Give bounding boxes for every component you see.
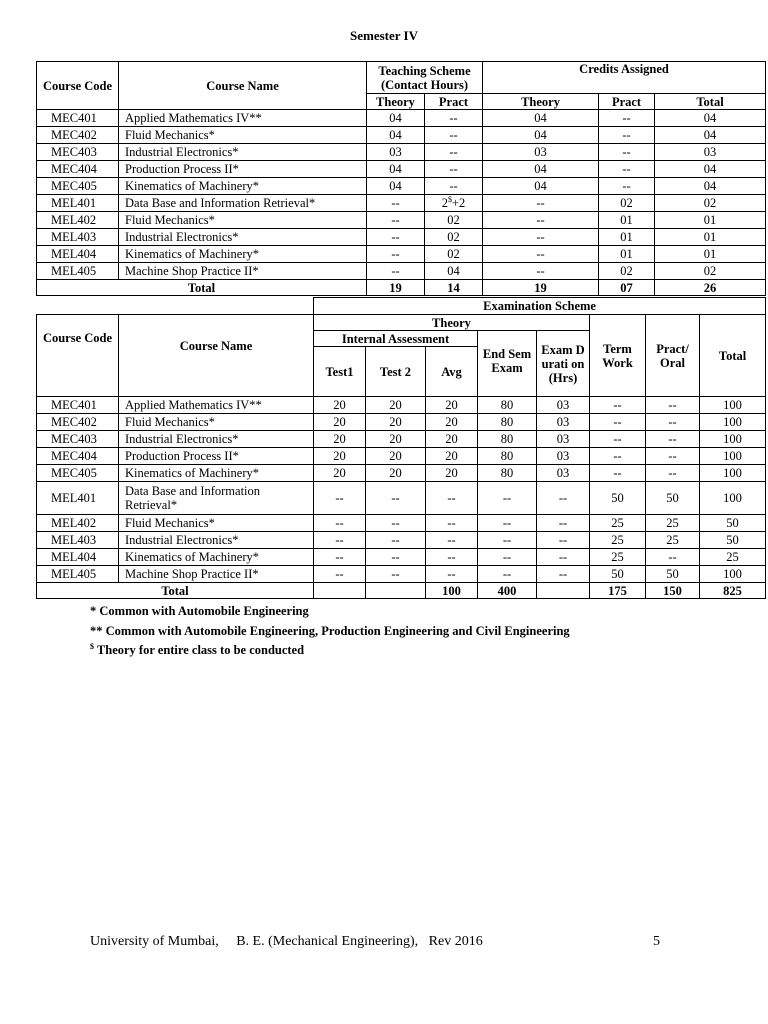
table-row xyxy=(37,110,766,127)
ts-theory: -- xyxy=(367,229,425,246)
avg: 20 xyxy=(426,397,478,414)
avg: -- xyxy=(426,549,478,566)
ts-theory: 04 xyxy=(367,178,425,195)
table-row xyxy=(37,465,766,482)
end-sem: -- xyxy=(478,482,537,515)
page-footer xyxy=(90,934,660,950)
course-name: Fluid Mechanics* xyxy=(119,414,314,431)
course-name: Industrial Electronics* xyxy=(119,431,314,448)
table-row xyxy=(37,532,766,549)
end-sem: -- xyxy=(478,515,537,532)
duration: -- xyxy=(537,566,590,583)
course-code: MEL405 xyxy=(37,263,119,280)
header-examination-scheme: Examination Scheme xyxy=(314,298,766,315)
cr-total: 02 xyxy=(655,195,766,212)
duration: 03 xyxy=(537,414,590,431)
cr-pract: 01 xyxy=(599,229,655,246)
term-work: -- xyxy=(590,397,646,414)
course-code: MEL402 xyxy=(37,515,119,532)
header-total: Total xyxy=(700,315,766,397)
cr-pract: -- xyxy=(599,127,655,144)
header-course-name: Course Name xyxy=(119,315,314,397)
cr-theory: -- xyxy=(483,263,599,280)
course-code: MEC405 xyxy=(37,178,119,195)
term-work: 50 xyxy=(590,566,646,583)
footnote-automobile-production-civil: ** Common with Automobile Engineering, Production Engineering and Civil Engineering xyxy=(90,623,570,638)
avg: 20 xyxy=(426,431,478,448)
pract-oral: -- xyxy=(646,549,700,566)
cr-total: 01 xyxy=(655,229,766,246)
duration: 03 xyxy=(537,397,590,414)
cr-pract: 02 xyxy=(599,263,655,280)
header-cr-theory: Theory xyxy=(483,94,599,110)
cr-total: 02 xyxy=(655,263,766,280)
course-name: Production Process II* xyxy=(119,448,314,465)
test1: 20 xyxy=(314,431,366,448)
pract-oral: 50 xyxy=(646,482,700,515)
footnote-theory-class xyxy=(90,641,570,661)
total: 50 xyxy=(700,532,766,549)
cr-total: 04 xyxy=(655,161,766,178)
header-course-code: Course Code xyxy=(37,315,119,397)
table-row xyxy=(37,212,766,229)
end-sem: -- xyxy=(478,532,537,549)
cr-theory: -- xyxy=(483,212,599,229)
test2: 20 xyxy=(366,448,426,465)
total-ts-theory: 19 xyxy=(367,280,425,296)
course-code: MEL401 xyxy=(37,195,119,212)
pract-oral: -- xyxy=(646,397,700,414)
end-sem: 80 xyxy=(478,465,537,482)
test2: -- xyxy=(366,532,426,549)
cr-pract: -- xyxy=(599,144,655,161)
total-ts-pract: 14 xyxy=(425,280,483,296)
pract-oral: 25 xyxy=(646,532,700,549)
page-number: 5 xyxy=(653,934,660,949)
course-name: Kinematics of Machinery* xyxy=(119,246,367,263)
cr-total: 04 xyxy=(655,178,766,195)
cr-theory: 04 xyxy=(483,110,599,127)
cr-pract: 01 xyxy=(599,212,655,229)
footnotes xyxy=(90,602,570,661)
header-internal-assessment: Internal Assessment xyxy=(314,331,478,347)
course-name: Machine Shop Practice II* xyxy=(119,263,367,280)
course-name: Kinematics of Machinery* xyxy=(119,549,314,566)
total: 25 xyxy=(700,549,766,566)
header-test1: Test1 xyxy=(314,347,366,397)
total-end-sem: 400 xyxy=(478,583,537,599)
test1: 20 xyxy=(314,397,366,414)
pract-oral: 25 xyxy=(646,515,700,532)
course-name: Kinematics of Machinery* xyxy=(119,178,367,195)
course-code: MEL405 xyxy=(37,566,119,583)
test2: -- xyxy=(366,515,426,532)
course-name: Applied Mathematics IV** xyxy=(119,397,314,414)
duration: -- xyxy=(537,532,590,549)
test1: -- xyxy=(314,482,366,515)
total-label: Total xyxy=(37,280,367,296)
cr-theory: 04 xyxy=(483,127,599,144)
pract-oral: -- xyxy=(646,465,700,482)
table-row xyxy=(37,195,766,212)
course-code: MEC404 xyxy=(37,161,119,178)
cr-total: 01 xyxy=(655,212,766,229)
ts-pract: 02 xyxy=(425,212,483,229)
pract-oral: 50 xyxy=(646,566,700,583)
course-code: MEC403 xyxy=(37,431,119,448)
examination-scheme-table xyxy=(36,297,766,599)
ts-theory: -- xyxy=(367,246,425,263)
table-row xyxy=(37,127,766,144)
total-total: 825 xyxy=(700,583,766,599)
duration: 03 xyxy=(537,431,590,448)
course-name: Industrial Electronics* xyxy=(119,532,314,549)
ts-pract: -- xyxy=(425,144,483,161)
page-title: Semester IV xyxy=(350,28,418,43)
duration: -- xyxy=(537,482,590,515)
course-name: Production Process II* xyxy=(119,161,367,178)
term-work: 25 xyxy=(590,549,646,566)
table-row xyxy=(37,566,766,583)
end-sem: 80 xyxy=(478,448,537,465)
header-test2: Test 2 xyxy=(366,347,426,397)
end-sem: -- xyxy=(478,566,537,583)
header-teaching-scheme: Teaching Scheme (Contact Hours) xyxy=(367,62,483,94)
total-cr-total: 26 xyxy=(655,280,766,296)
ts-pract: 02 xyxy=(425,229,483,246)
footnote-theory-text: Theory for entire class to be conducted xyxy=(94,643,305,657)
total-term-work: 175 xyxy=(590,583,646,599)
table-row xyxy=(37,448,766,465)
header-cr-pract: Pract xyxy=(599,94,655,110)
header-term-work: Term Work xyxy=(590,315,646,397)
header-cr-total: Total xyxy=(655,94,766,110)
header-course-name: Course Name xyxy=(119,62,367,110)
ts-pract: -- xyxy=(425,127,483,144)
ts-pract-rest: +2 xyxy=(451,196,466,210)
course-name: Kinematics of Machinery* xyxy=(119,465,314,482)
avg: -- xyxy=(426,532,478,549)
ts-pract xyxy=(425,195,483,212)
cr-theory: -- xyxy=(483,229,599,246)
header-avg: Avg xyxy=(426,347,478,397)
course-name: Industrial Electronics* xyxy=(119,144,367,161)
total: 100 xyxy=(700,482,766,515)
course-code: MEL404 xyxy=(37,549,119,566)
header-end-sem-exam: End Sem Exam xyxy=(478,331,537,397)
total: 100 xyxy=(700,414,766,431)
header-credits-assigned: Credits Assigned xyxy=(483,62,766,94)
ts-pract: -- xyxy=(425,161,483,178)
table-row xyxy=(37,246,766,263)
end-sem: 80 xyxy=(478,431,537,448)
duration: -- xyxy=(537,515,590,532)
ts-pract-base: 2 xyxy=(441,196,448,210)
cr-total: 04 xyxy=(655,110,766,127)
course-name: Applied Mathematics IV** xyxy=(119,110,367,127)
avg: -- xyxy=(426,566,478,583)
ts-theory: -- xyxy=(367,212,425,229)
table-row xyxy=(37,549,766,566)
term-work: -- xyxy=(590,414,646,431)
test1: -- xyxy=(314,515,366,532)
test2: -- xyxy=(366,482,426,515)
course-name: Fluid Mechanics* xyxy=(119,515,314,532)
test2: 20 xyxy=(366,414,426,431)
term-work: -- xyxy=(590,431,646,448)
test2: 20 xyxy=(366,465,426,482)
table-row xyxy=(37,431,766,448)
total: 100 xyxy=(700,431,766,448)
cr-theory: -- xyxy=(483,195,599,212)
test1: 20 xyxy=(314,448,366,465)
cr-pract: -- xyxy=(599,178,655,195)
test1: -- xyxy=(314,566,366,583)
footer-text: University of Mumbai, B. E. (Mechanical Engineering), Rev 2016 xyxy=(90,934,483,949)
pract-oral: -- xyxy=(646,431,700,448)
table-row xyxy=(37,144,766,161)
teaching-credits-table xyxy=(36,61,766,296)
table-row xyxy=(37,482,766,515)
course-name: Fluid Mechanics* xyxy=(119,127,367,144)
header-exam-duration: Exam Durati on (Hrs) xyxy=(537,331,590,397)
total-label: Total xyxy=(37,583,314,599)
duration: 03 xyxy=(537,448,590,465)
table-row xyxy=(37,263,766,280)
course-code: MEC403 xyxy=(37,144,119,161)
footnote-automobile: * Common with Automobile Engineering xyxy=(90,604,309,618)
course-name: Data Base and Information Retrieval* xyxy=(119,482,314,515)
table-row xyxy=(37,178,766,195)
ts-pract: 04 xyxy=(425,263,483,280)
header-theory: Theory xyxy=(314,315,590,331)
end-sem: -- xyxy=(478,549,537,566)
table-row xyxy=(37,515,766,532)
test2: -- xyxy=(366,549,426,566)
dollar-footnote-mark: $ xyxy=(90,641,94,651)
test1: -- xyxy=(314,549,366,566)
test2: 20 xyxy=(366,431,426,448)
term-work: -- xyxy=(590,465,646,482)
course-code: MEC401 xyxy=(37,110,119,127)
ts-pract: -- xyxy=(425,110,483,127)
table-total-row xyxy=(37,280,766,296)
term-work: -- xyxy=(590,448,646,465)
total: 100 xyxy=(700,465,766,482)
table-total-row xyxy=(37,583,766,599)
total-pract-oral: 150 xyxy=(646,583,700,599)
course-name: Industrial Electronics* xyxy=(119,229,367,246)
header-pract-oral: Pract/ Oral xyxy=(646,315,700,397)
cr-theory: 04 xyxy=(483,178,599,195)
cr-total: 04 xyxy=(655,127,766,144)
course-code: MEL404 xyxy=(37,246,119,263)
course-name: Machine Shop Practice II* xyxy=(119,566,314,583)
course-name: Fluid Mechanics* xyxy=(119,212,367,229)
pract-oral: -- xyxy=(646,414,700,431)
end-sem: 80 xyxy=(478,414,537,431)
course-code: MEC402 xyxy=(37,127,119,144)
pract-oral: -- xyxy=(646,448,700,465)
test2: -- xyxy=(366,566,426,583)
avg: 20 xyxy=(426,448,478,465)
header-ts-pract: Pract xyxy=(425,94,483,110)
ts-pract: -- xyxy=(425,178,483,195)
term-work: 25 xyxy=(590,515,646,532)
total-avg: 100 xyxy=(426,583,478,599)
total: 50 xyxy=(700,515,766,532)
duration: -- xyxy=(537,549,590,566)
total-cr-theory: 19 xyxy=(483,280,599,296)
cr-pract: 01 xyxy=(599,246,655,263)
avg: -- xyxy=(426,515,478,532)
total: 100 xyxy=(700,397,766,414)
cr-total: 03 xyxy=(655,144,766,161)
test1: 20 xyxy=(314,465,366,482)
cr-theory: 03 xyxy=(483,144,599,161)
table-row xyxy=(37,397,766,414)
test1: 20 xyxy=(314,414,366,431)
dollar-footnote-mark: $ xyxy=(447,194,452,204)
table-row xyxy=(37,414,766,431)
ts-theory: 03 xyxy=(367,144,425,161)
course-code: MEL403 xyxy=(37,532,119,549)
ts-theory: -- xyxy=(367,263,425,280)
course-code: MEL401 xyxy=(37,482,119,515)
ts-theory: -- xyxy=(367,195,425,212)
header-ts-theory: Theory xyxy=(367,94,425,110)
ts-theory: 04 xyxy=(367,161,425,178)
cr-theory: -- xyxy=(483,246,599,263)
course-code: MEC402 xyxy=(37,414,119,431)
ts-pract: 02 xyxy=(425,246,483,263)
ts-theory: 04 xyxy=(367,127,425,144)
test1: -- xyxy=(314,532,366,549)
cr-pract: -- xyxy=(599,110,655,127)
cr-pract: -- xyxy=(599,161,655,178)
avg: -- xyxy=(426,482,478,515)
term-work: 50 xyxy=(590,482,646,515)
table-row xyxy=(37,229,766,246)
total-cr-pract: 07 xyxy=(599,280,655,296)
cr-total: 01 xyxy=(655,246,766,263)
total: 100 xyxy=(700,448,766,465)
avg: 20 xyxy=(426,465,478,482)
course-code: MEC405 xyxy=(37,465,119,482)
cr-pract: 02 xyxy=(599,195,655,212)
term-work: 25 xyxy=(590,532,646,549)
header-course-code: Course Code xyxy=(37,62,119,110)
table-row xyxy=(37,161,766,178)
course-code: MEC404 xyxy=(37,448,119,465)
ts-theory: 04 xyxy=(367,110,425,127)
course-name: Data Base and Information Retrieval* xyxy=(119,195,367,212)
course-code: MEC401 xyxy=(37,397,119,414)
total: 100 xyxy=(700,566,766,583)
test2: 20 xyxy=(366,397,426,414)
cr-theory: 04 xyxy=(483,161,599,178)
course-code: MEL403 xyxy=(37,229,119,246)
avg: 20 xyxy=(426,414,478,431)
course-code: MEL402 xyxy=(37,212,119,229)
end-sem: 80 xyxy=(478,397,537,414)
duration: 03 xyxy=(537,465,590,482)
